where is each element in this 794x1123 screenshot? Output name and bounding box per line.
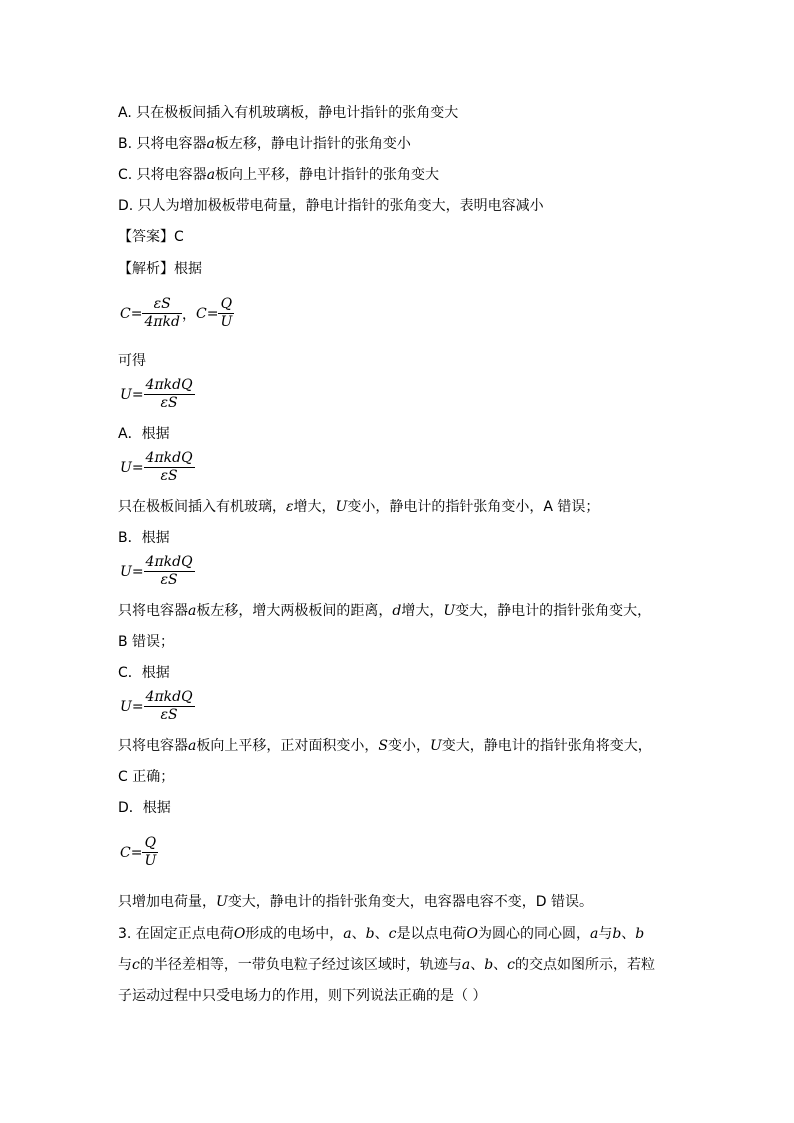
var-b: b [635,926,645,942]
answer-value: C [174,229,184,245]
numerator: εS [153,296,171,312]
numerator: 4πkdQ [145,554,193,570]
numerator: Q [144,835,157,851]
var-d: d [392,603,402,619]
var-b: b [484,957,494,973]
var-a: a [461,957,471,973]
formula-voltage [120,554,195,589]
text: 变大，静电计的指针张角将变大， [441,738,652,754]
text: 只将电容器 [118,603,188,619]
option-b [118,135,411,153]
text: 形成的电场中， [245,926,344,942]
formula-voltage [120,377,195,412]
formula-eq: = [130,844,143,861]
text: 变大，静电计的指针张角变大， [455,603,652,619]
var-a: a [343,926,352,942]
analysis-b-text [118,602,651,620]
analysis-label: 【解析】 [118,261,174,277]
formula-symbol: C [120,844,131,861]
analysis-a-text [118,498,599,516]
option-b-var: a [206,136,215,152]
var-a: a [188,603,197,619]
analysis-b-result: B 错误； [118,634,175,650]
answer [118,228,184,246]
option-c-text-2: 板向上平移，静电计指针的张角变大 [215,167,440,183]
analysis-a-head: A．根据 [118,426,170,442]
fraction [144,689,195,724]
formula-eq: = [206,305,219,322]
option-d: D. 只人为增加极板带电荷量，静电计指针的张角变大，表明电容减小 [118,198,544,214]
var-u: U [429,738,442,754]
denominator: εS [144,571,195,589]
analysis-d-text [118,893,593,911]
text: 的交点如图所示，若粒 [515,957,656,973]
text: 增大， [293,499,336,515]
text: 变小， [387,738,430,754]
formula-capacitance-qu [120,835,158,870]
var-u: U [216,894,228,910]
text: 3. 在固定正点电荷 [118,926,234,942]
text: 与 [598,926,613,942]
option-c-text: C. 只将电容器 [118,167,207,183]
numerator: 4πkdQ [145,377,193,393]
formula-eq: = [131,698,144,715]
answer-label: 【答案】 [118,229,174,245]
denominator: U [220,314,233,330]
denominator: 4πkd [144,314,181,330]
var-u: U [443,603,456,619]
denominator: U [144,853,157,869]
analysis-c-result: C 正确； [118,769,175,785]
numerator: Q [220,296,233,312]
formula-symbol: U [120,563,132,580]
var-o: O [233,926,246,942]
formula-voltage [120,689,195,724]
denominator: εS [144,394,195,412]
sep: 、 [351,926,366,942]
formula-eq: = [131,459,144,476]
formula-capacitance [120,296,234,331]
analysis-d-head: D．根据 [118,800,171,816]
var-u: U [335,499,348,515]
var-c: c [132,957,140,973]
formula-eq: = [131,563,144,580]
formula-symbol: C [196,305,207,322]
analysis-b-head: B．根据 [118,530,170,546]
text: 变小，静电计的指针张角变小，A 错误； [347,499,600,515]
question-3-line-3: 子运动过程中只受电场力的作用，则下列说法正确的是（ ） [118,988,487,1004]
denominator: εS [144,706,195,724]
analysis-c-text [118,737,652,755]
denominator: εS [144,467,195,485]
question-3-line-1 [118,925,644,943]
fraction [144,377,195,412]
formula-symbol: U [120,386,132,403]
sep: 、 [621,926,636,942]
option-b-text: B. 只将电容器 [118,136,207,152]
text: 板向上平移，正对面积变小， [196,738,379,754]
option-c-var: a [206,167,216,183]
formula-eq: = [131,386,144,403]
analysis-intro-text: 根据 [174,261,202,277]
var-c: c [388,926,397,942]
analysis-intro [118,260,202,278]
sep: 、 [470,957,485,973]
option-a: A. 只在极板间插入有机玻璃板，静电计指针的张角变大 [118,105,459,121]
text: 增大， [401,603,444,619]
analysis-derive: 可得 [118,353,146,369]
var-s: S [378,738,388,754]
text: 是以点电荷 [396,926,467,942]
var-b: b [612,926,622,942]
fraction [142,835,158,870]
text: 只将电容器 [118,738,188,754]
var-a: a [188,738,197,754]
analysis-c-head: C．根据 [118,665,170,681]
var-o: O [466,926,478,942]
text: 与 [118,957,132,973]
option-b-text-2: 板左移，静电计指针的张角变小 [214,136,411,152]
formula-comma: ， [182,306,197,323]
formula-symbol: U [120,698,132,715]
text: 的半径差相等，一带负电粒子经过该区域时，轨迹与 [139,957,462,973]
question-3-line-2 [118,956,655,974]
sep: 、 [493,957,508,973]
text: 为圆心的同心圆， [477,926,590,942]
var-epsilon: ε [286,499,294,515]
fraction [218,296,234,331]
fraction [142,296,182,331]
text: 只增加电荷量， [118,894,216,910]
text: 只在极板间插入有机玻璃， [118,499,286,515]
numerator: 4πkdQ [145,450,193,466]
fraction [144,450,195,485]
formula-symbol: U [120,459,132,476]
var-b: b [365,926,375,942]
text: 变大，静电计的指针张角变大，电容器电容不变，D 错误。 [227,894,594,910]
fraction [144,554,195,589]
formula-symbol: C [120,305,131,322]
var-a: a [589,926,599,942]
text: 板左移，增大两极板间的距离， [196,603,393,619]
sep: 、 [374,926,389,942]
option-c [118,166,439,184]
numerator: 4πkdQ [145,689,193,705]
var-c: c [507,957,516,973]
formula-voltage [120,450,195,485]
formula-eq: = [130,305,143,322]
